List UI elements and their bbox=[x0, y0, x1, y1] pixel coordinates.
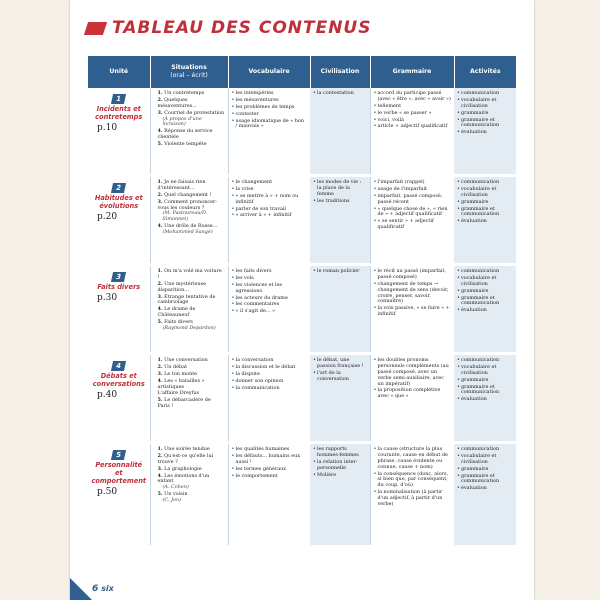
situation-number: 3. bbox=[157, 198, 163, 205]
activites-item: • vocabulaire et civilisation bbox=[457, 276, 513, 288]
vocabulaire-list bbox=[232, 447, 308, 479]
situation-number: 4. bbox=[157, 223, 163, 230]
unit-row bbox=[88, 88, 516, 176]
situation-item bbox=[154, 379, 225, 391]
grammaire-item: • tellement bbox=[374, 104, 452, 110]
unit-row bbox=[88, 354, 516, 443]
grammaire-item: • la cause (structure la plus courante, cause en début de phrase, cause évidente ou connue, cause + nom) bbox=[374, 447, 452, 471]
situation-number: 2. bbox=[157, 96, 163, 103]
grammaire-cell bbox=[370, 88, 454, 176]
header-situations-sub: (oral – écrit) bbox=[170, 72, 208, 79]
header-grammaire: Grammaire bbox=[370, 56, 454, 88]
civilisation-item: • le roman policier bbox=[313, 269, 367, 275]
activites-list bbox=[457, 269, 513, 314]
activites-item: • grammaire bbox=[457, 111, 513, 117]
situation-text: Étrange tentative de cambriolage bbox=[157, 293, 216, 306]
activites-cell bbox=[454, 354, 516, 443]
situation-number: 5. bbox=[157, 397, 163, 404]
activites-item: • communication bbox=[457, 358, 513, 364]
activites-cell bbox=[454, 88, 516, 176]
page-number-digit: 6 bbox=[92, 584, 99, 594]
unit-row bbox=[88, 443, 516, 547]
vocabulaire-item: • les faits divers bbox=[232, 269, 308, 275]
situation-number: 4. bbox=[157, 128, 163, 135]
header-situations bbox=[150, 56, 228, 88]
activites-item: • vocabulaire et civilisation bbox=[457, 365, 513, 377]
civilisation-cell bbox=[310, 354, 370, 443]
unit-number-badge: 2 bbox=[111, 183, 126, 193]
activites-list bbox=[457, 358, 513, 403]
grammaire-item: • changement de temps → changement de sens (devoir, croire, penser, savoir, connaître) bbox=[374, 282, 452, 306]
situations-cell bbox=[150, 354, 228, 443]
activites-item: • grammaire bbox=[457, 200, 513, 206]
situation-item bbox=[154, 492, 225, 504]
situation-number: 3. bbox=[157, 293, 163, 300]
activites-item: • communication bbox=[457, 91, 513, 97]
situation-text: Qu'est-ce qu'elle lui trouve ? bbox=[157, 452, 214, 465]
situation-item bbox=[154, 307, 225, 319]
vocabulaire-item: • « il s'agit de... » bbox=[232, 309, 308, 315]
situation-number: 1. bbox=[157, 446, 163, 452]
situation-item bbox=[154, 180, 225, 192]
activites-item: • grammaire et communication bbox=[457, 296, 513, 308]
situations-list bbox=[154, 180, 225, 236]
unit-page: p.20 bbox=[97, 211, 118, 222]
page-corner-tab bbox=[70, 578, 92, 600]
vocabulaire-item: • les problèmes de temps bbox=[232, 105, 308, 111]
situation-number: 1. bbox=[157, 268, 163, 274]
unit-name: Habitudes et évolutions bbox=[94, 194, 143, 210]
vocabulaire-item: • le changement bbox=[232, 180, 308, 186]
vocabulaire-item: • les mésaventures bbox=[232, 98, 308, 104]
situation-text: On m'a volé ma voiture ! bbox=[157, 268, 222, 280]
grammaire-list bbox=[374, 269, 452, 318]
activites-item: • évaluation bbox=[457, 397, 513, 403]
situation-item bbox=[154, 142, 225, 148]
situation-number: 2. bbox=[157, 191, 163, 198]
situation-item bbox=[154, 282, 225, 294]
contents-table bbox=[88, 56, 516, 548]
unit-row bbox=[88, 265, 516, 354]
unit-name: Incidents et contretemps bbox=[95, 105, 143, 121]
vocabulaire-list bbox=[232, 358, 308, 391]
situation-item bbox=[154, 129, 225, 141]
activites-item: • communication bbox=[457, 269, 513, 275]
vocabulaire-item: • contester bbox=[232, 112, 308, 118]
header-activites: Activités bbox=[454, 56, 516, 88]
activites-list bbox=[457, 447, 513, 492]
situation-number: 2. bbox=[157, 363, 163, 370]
civilisation-cell bbox=[310, 176, 370, 265]
activites-list bbox=[457, 180, 513, 225]
activites-item: • évaluation bbox=[457, 308, 513, 314]
situation-text: Violente tempête bbox=[164, 141, 207, 147]
situation-number: 5. bbox=[157, 141, 163, 147]
unit-row bbox=[88, 176, 516, 265]
situation-number: 5. bbox=[157, 319, 163, 325]
vocabulaire-cell bbox=[228, 265, 310, 354]
situation-text: Faits divers bbox=[164, 319, 193, 325]
grammaire-item: • la voix passive, « se faire » + infinitif bbox=[374, 306, 452, 318]
vocabulaire-item: • les violences et les agressions bbox=[232, 283, 308, 295]
situation-number: 1. bbox=[157, 179, 163, 185]
civilisation-item: • les traditions bbox=[313, 199, 367, 205]
grammaire-item: • le verbe « se passer » bbox=[374, 111, 452, 117]
situations-list bbox=[154, 269, 225, 332]
grammaire-item: • article + adjectif qualificatif bbox=[374, 124, 452, 130]
situation-text: Un débat bbox=[164, 363, 188, 370]
situation-number: 4. bbox=[157, 306, 163, 313]
unit-cell bbox=[88, 176, 150, 265]
situation-item bbox=[154, 98, 225, 110]
activites-cell bbox=[454, 443, 516, 547]
grammaire-item: • « quelque chose de », « rien de » + adjectif qualificatif bbox=[374, 207, 452, 219]
situation-source: (Mohammed Sangé) bbox=[162, 229, 213, 235]
situations-list bbox=[154, 358, 225, 410]
situation-item bbox=[154, 320, 225, 332]
unit-cell bbox=[88, 88, 150, 176]
vocabulaire-list bbox=[232, 269, 308, 315]
unit-page: p.40 bbox=[97, 389, 118, 400]
vocabulaire-item: • les défauts... humains eux aussi ! bbox=[232, 454, 308, 466]
situation-number: 2. bbox=[157, 452, 163, 459]
situation-text: Les « batailles » artistiques bbox=[157, 377, 205, 390]
activites-item: • évaluation bbox=[457, 130, 513, 136]
activites-cell bbox=[454, 265, 516, 354]
grammaire-item: • voici, voilà bbox=[374, 118, 452, 124]
situation-number: 3. bbox=[157, 370, 163, 377]
activites-item: • grammaire et communication bbox=[457, 118, 513, 130]
activites-item: • évaluation bbox=[457, 219, 513, 225]
civilisation-item: • l'art de la conversation bbox=[313, 371, 367, 383]
civilisation-list bbox=[313, 447, 367, 478]
activites-item: • grammaire bbox=[457, 467, 513, 473]
civilisation-item: • les rapports hommes-femmes bbox=[313, 447, 367, 459]
grammaire-item: • le récit au passé (imparfait, passé composé) bbox=[374, 269, 452, 281]
situation-item bbox=[154, 295, 225, 307]
activites-item: • grammaire et communication bbox=[457, 385, 513, 397]
situation-source: (C. Jon) bbox=[162, 497, 182, 503]
civilisation-list bbox=[313, 180, 367, 205]
situation-number: 1. bbox=[157, 357, 163, 363]
unit-number-badge: 4 bbox=[111, 361, 126, 371]
situation-number: 1. bbox=[157, 90, 163, 96]
grammaire-item: • usage de l'imparfait bbox=[374, 187, 452, 193]
unit-cell bbox=[88, 354, 150, 443]
unit-name: Faits divers bbox=[97, 283, 141, 291]
header-row bbox=[88, 56, 516, 88]
vocabulaire-item: • la communication bbox=[232, 386, 308, 392]
civilisation-list bbox=[313, 358, 367, 383]
civilisation-list bbox=[313, 91, 367, 97]
situation-source: (M. Pastoureau/D. Simonnet) bbox=[162, 210, 208, 223]
grammaire-cell bbox=[370, 354, 454, 443]
grammaire-item: • les doubles pronoms personnels compléments (au passé composé, avec un verbe semi-auxiliaire, avec un impératif) bbox=[374, 358, 452, 387]
civilisation-item: • la contestation bbox=[313, 91, 367, 97]
header-vocabulaire: Vocabulaire bbox=[228, 56, 310, 88]
civilisation-item: • la relation inter-personnelle bbox=[313, 460, 367, 472]
situations-cell bbox=[150, 176, 228, 265]
page-title: TABLEAU DES CONTENUS bbox=[112, 18, 372, 38]
activites-item: • communication bbox=[457, 447, 513, 453]
unit-name: Débats et conversations bbox=[92, 372, 145, 388]
vocabulaire-item: • la crise bbox=[232, 187, 308, 193]
activites-item: • vocabulaire et civilisation bbox=[457, 98, 513, 110]
header-civilisation: Civilisation bbox=[310, 56, 370, 88]
grammaire-item: • l'imparfait (rappel) bbox=[374, 180, 452, 186]
vocabulaire-item: • « se mettre à » + nom ou infinitif bbox=[232, 194, 308, 206]
situation-text: Une mystérieuse disparition... bbox=[157, 280, 207, 293]
situation-number: 5. bbox=[157, 491, 163, 498]
situations-cell bbox=[150, 265, 228, 354]
situation-text: Un voisin bbox=[164, 491, 188, 498]
situation-text: La graphologie bbox=[164, 465, 202, 472]
grammaire-list bbox=[374, 447, 452, 508]
situation-text: Je ne faisais rien d'intéressant... bbox=[157, 179, 206, 191]
page-number-word: six bbox=[101, 584, 114, 593]
unit-number-badge: 1 bbox=[111, 94, 126, 104]
grammaire-cell bbox=[370, 265, 454, 354]
situation-text: Réponse du service clientèle bbox=[157, 128, 213, 141]
vocabulaire-item: • les acteurs du drame bbox=[232, 296, 308, 302]
situation-item bbox=[154, 269, 225, 281]
civilisation-cell bbox=[310, 88, 370, 176]
civilisation-item: • les modes de vie : la place de la femme bbox=[313, 180, 367, 198]
vocabulaire-cell bbox=[228, 176, 310, 265]
activites-item: • vocabulaire et civilisation bbox=[457, 187, 513, 199]
situation-text: Un contretemps bbox=[164, 90, 205, 96]
grammaire-list bbox=[374, 91, 452, 130]
vocabulaire-cell bbox=[228, 88, 310, 176]
grammaire-item: • la proposition complétive avec « que » bbox=[374, 388, 452, 400]
vocabulaire-item: • la dispute bbox=[232, 372, 308, 378]
unit-page: p.50 bbox=[97, 486, 118, 497]
civilisation-cell bbox=[310, 265, 370, 354]
situation-text: Le drame de Châteauneuf bbox=[157, 306, 196, 319]
civilisation-list bbox=[313, 269, 367, 275]
vocabulaire-item: • parler de son travail bbox=[232, 207, 308, 213]
situation-source: (À propos d'une livraison) bbox=[162, 115, 202, 128]
activites-list bbox=[457, 91, 513, 136]
activites-item: • vocabulaire et civilisation bbox=[457, 454, 513, 466]
unit-cell bbox=[88, 265, 150, 354]
situation-number: 4. bbox=[157, 472, 163, 479]
activites-cell bbox=[454, 176, 516, 265]
book-page bbox=[70, 0, 534, 600]
unit-number-badge: 3 bbox=[111, 272, 126, 282]
situation-text: Une conversation bbox=[164, 357, 208, 363]
situation-number: 4. bbox=[157, 377, 163, 384]
vocabulaire-item: • usage idiomatique de « bon / mauvais » bbox=[232, 119, 308, 131]
title-accent-bar bbox=[84, 22, 107, 35]
grammaire-item: • accord du participe passé (avec « être », avec « avoir ») bbox=[374, 91, 452, 103]
situation-item bbox=[154, 474, 225, 492]
situation-text: Une soirée tendue bbox=[164, 446, 210, 452]
page-number bbox=[92, 584, 114, 594]
situation-text: Une drôle de Russe... bbox=[164, 223, 218, 230]
situation-item bbox=[154, 398, 225, 410]
situations-cell bbox=[150, 88, 228, 176]
situation-text: Les émotions d'un enfant bbox=[157, 472, 210, 485]
situation-text: Quel changement ! bbox=[164, 191, 212, 198]
situation-text: Le ton monte bbox=[164, 370, 198, 377]
situation-number: 3. bbox=[157, 109, 163, 116]
civilisation-cell bbox=[310, 443, 370, 547]
grammaire-cell bbox=[370, 176, 454, 265]
vocabulaire-item: • le comportement bbox=[232, 474, 308, 480]
unit-page: p.30 bbox=[97, 292, 118, 303]
grammaire-item: • imparfait, passé composé, passé récent bbox=[374, 194, 452, 206]
grammaire-item: • la nominalisation (à partir d'un adjectif, à partir d'un verbe) bbox=[374, 490, 452, 508]
unit-cell bbox=[88, 443, 150, 547]
vocabulaire-item: • les commentaires bbox=[232, 302, 308, 308]
vocabulaire-item: • la discussion et le débat bbox=[232, 365, 308, 371]
grammaire-cell bbox=[370, 443, 454, 547]
vocabulaire-list bbox=[232, 180, 308, 219]
grammaire-item: • la conséquence (donc, alors, si bien que, par conséquent, du coup, d'où) bbox=[374, 472, 452, 490]
vocabulaire-item: • les intempéries bbox=[232, 91, 308, 97]
situation-text: Quelques mésaventures... bbox=[157, 96, 197, 109]
header-unite: Unité bbox=[88, 56, 150, 88]
vocabulaire-item: • « arriver à » + infinitif bbox=[232, 213, 308, 219]
vocabulaire-item: • les qualités humaines bbox=[232, 447, 308, 453]
civilisation-item: • le débat, une passion française ! bbox=[313, 358, 367, 370]
grammaire-item: • « se sentir » + adjectif qualificatif bbox=[374, 219, 452, 231]
grammaire-list bbox=[374, 180, 452, 231]
situation-number: 2. bbox=[157, 280, 163, 287]
grammaire-list bbox=[374, 358, 452, 400]
activites-item: • grammaire bbox=[457, 289, 513, 295]
situation-source: (A. Cohen) bbox=[162, 484, 189, 491]
vocabulaire-list bbox=[232, 91, 308, 130]
situations-cell bbox=[150, 443, 228, 547]
unit-number-badge: 5 bbox=[111, 450, 126, 460]
situation-source: (Raymond Depardon) bbox=[162, 324, 216, 331]
vocabulaire-item: • les vols bbox=[232, 276, 308, 282]
situation-item bbox=[154, 224, 225, 236]
unit-page: p.10 bbox=[97, 122, 118, 133]
situation-item bbox=[154, 111, 225, 129]
activites-item: • grammaire et communication bbox=[457, 207, 513, 219]
situations-list bbox=[154, 447, 225, 504]
situation-number: 3. bbox=[157, 465, 163, 472]
vocabulaire-cell bbox=[228, 443, 310, 547]
situation-text: Courriel de protestation bbox=[164, 109, 225, 116]
vocabulaire-cell bbox=[228, 354, 310, 443]
situations-list bbox=[154, 91, 225, 148]
vocabulaire-item: • la conversation bbox=[232, 358, 308, 364]
situation-text: L'affaire Dreyfus bbox=[157, 390, 200, 397]
activites-item: • grammaire bbox=[457, 378, 513, 384]
unit-name: Personnalité et comportement bbox=[91, 461, 147, 485]
vocabulaire-item: • donner son opinion bbox=[232, 379, 308, 385]
situation-item bbox=[154, 200, 225, 224]
situation-item bbox=[154, 454, 225, 466]
situation-text: Le débarcadère de Paris ! bbox=[157, 397, 211, 410]
header-situations-label: Situations bbox=[171, 64, 207, 72]
activites-item: • grammaire et communication bbox=[457, 474, 513, 486]
civilisation-item: • Molière bbox=[313, 473, 367, 479]
vocabulaire-item: • les termes généraux bbox=[232, 467, 308, 473]
situation-text: Comment prononcer-vous les couleurs ? bbox=[157, 198, 217, 211]
activites-item: • communication bbox=[457, 180, 513, 186]
activites-item: • évaluation bbox=[457, 486, 513, 492]
